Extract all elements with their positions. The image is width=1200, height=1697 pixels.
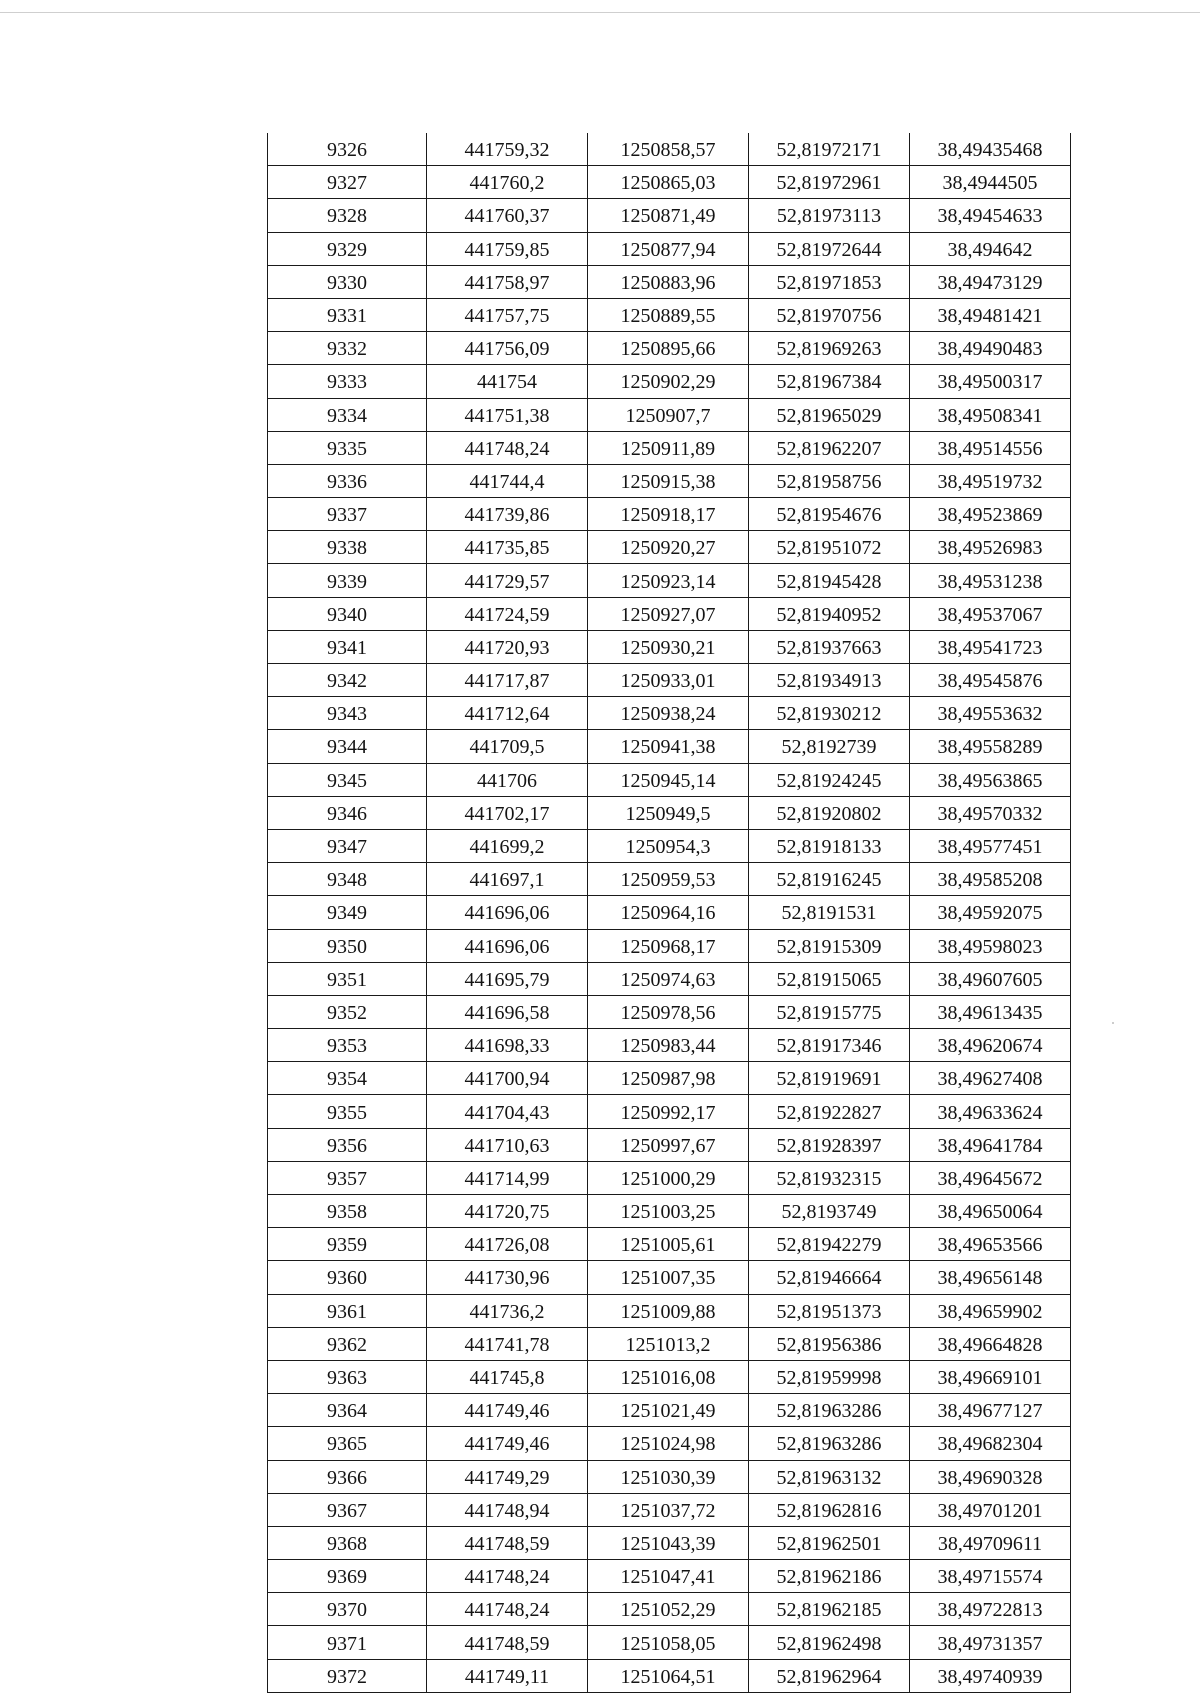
table-row [268, 1029, 1071, 1062]
table-row [268, 630, 1071, 663]
table-row [268, 1526, 1071, 1559]
table-row [268, 1128, 1071, 1161]
y-coordinate-cell: 1250911,89 [588, 431, 749, 464]
y-coordinate-cell: 1250945,14 [588, 763, 749, 796]
latitude-cell: 52,81920802 [749, 796, 910, 829]
x-coordinate-cell: 441724,59 [427, 597, 588, 630]
latitude-cell: 52,81969263 [749, 332, 910, 365]
point-number-cell: 9341 [268, 630, 427, 663]
latitude-cell: 52,81922827 [749, 1095, 910, 1128]
longitude-cell: 38,49481421 [910, 298, 1071, 331]
longitude-cell: 38,49454633 [910, 199, 1071, 232]
latitude-cell: 52,81917346 [749, 1029, 910, 1062]
point-number-cell: 9326 [268, 133, 427, 166]
point-number-cell: 9369 [268, 1560, 427, 1593]
x-coordinate-cell: 441748,59 [427, 1626, 588, 1659]
latitude-cell: 52,81958756 [749, 464, 910, 497]
x-coordinate-cell: 441735,85 [427, 531, 588, 564]
y-coordinate-cell: 1250927,07 [588, 597, 749, 630]
latitude-cell: 52,81971853 [749, 265, 910, 298]
table-row [268, 166, 1071, 199]
table-row [268, 1095, 1071, 1128]
y-coordinate-cell: 1250895,66 [588, 332, 749, 365]
point-number-cell: 9343 [268, 697, 427, 730]
x-coordinate-cell: 441730,96 [427, 1261, 588, 1294]
x-coordinate-cell: 441714,99 [427, 1161, 588, 1194]
table-row [268, 464, 1071, 497]
point-number-cell: 9329 [268, 232, 427, 265]
table-row [268, 298, 1071, 331]
table-row [268, 133, 1071, 166]
y-coordinate-cell: 1250968,17 [588, 929, 749, 962]
point-number-cell: 9357 [268, 1161, 427, 1194]
longitude-cell: 38,49598023 [910, 929, 1071, 962]
longitude-cell: 38,494642 [910, 232, 1071, 265]
y-coordinate-cell: 1250941,38 [588, 730, 749, 763]
longitude-cell: 38,49490483 [910, 332, 1071, 365]
table-row [268, 730, 1071, 763]
longitude-cell: 38,49653566 [910, 1228, 1071, 1261]
latitude-cell: 52,81945428 [749, 564, 910, 597]
latitude-cell: 52,81956386 [749, 1327, 910, 1360]
point-number-cell: 9356 [268, 1128, 427, 1161]
y-coordinate-cell: 1251005,61 [588, 1228, 749, 1261]
table-row [268, 1460, 1071, 1493]
point-number-cell: 9364 [268, 1394, 427, 1427]
point-number-cell: 9342 [268, 664, 427, 697]
longitude-cell: 38,49570332 [910, 796, 1071, 829]
longitude-cell: 38,49659902 [910, 1294, 1071, 1327]
point-number-cell: 9371 [268, 1626, 427, 1659]
point-number-cell: 9363 [268, 1360, 427, 1393]
y-coordinate-cell: 1250983,44 [588, 1029, 749, 1062]
latitude-cell: 52,81916245 [749, 863, 910, 896]
table-row [268, 398, 1071, 431]
longitude-cell: 38,49523869 [910, 498, 1071, 531]
latitude-cell: 52,81959998 [749, 1360, 910, 1393]
x-coordinate-cell: 441756,09 [427, 332, 588, 365]
x-coordinate-cell: 441704,43 [427, 1095, 588, 1128]
y-coordinate-cell: 1250907,7 [588, 398, 749, 431]
latitude-cell: 52,81930212 [749, 697, 910, 730]
table-row [268, 365, 1071, 398]
y-coordinate-cell: 1250865,03 [588, 166, 749, 199]
latitude-cell: 52,81951373 [749, 1294, 910, 1327]
latitude-cell: 52,81967384 [749, 365, 910, 398]
latitude-cell: 52,81973113 [749, 199, 910, 232]
longitude-cell: 38,49577451 [910, 829, 1071, 862]
latitude-cell: 52,81951072 [749, 531, 910, 564]
latitude-cell: 52,81937663 [749, 630, 910, 663]
longitude-cell: 38,49664828 [910, 1327, 1071, 1360]
y-coordinate-cell: 1250923,14 [588, 564, 749, 597]
x-coordinate-cell: 441720,75 [427, 1195, 588, 1228]
table-row [268, 564, 1071, 597]
latitude-cell: 52,81919691 [749, 1062, 910, 1095]
coordinates-table-body [268, 133, 1071, 1692]
longitude-cell: 38,4944505 [910, 166, 1071, 199]
latitude-cell: 52,81972171 [749, 133, 910, 166]
longitude-cell: 38,49435468 [910, 133, 1071, 166]
point-number-cell: 9365 [268, 1427, 427, 1460]
longitude-cell: 38,49585208 [910, 863, 1071, 896]
longitude-cell: 38,49722813 [910, 1593, 1071, 1626]
y-coordinate-cell: 1251003,25 [588, 1195, 749, 1228]
x-coordinate-cell: 441749,29 [427, 1460, 588, 1493]
x-coordinate-cell: 441739,86 [427, 498, 588, 531]
x-coordinate-cell: 441749,46 [427, 1427, 588, 1460]
y-coordinate-cell: 1251009,88 [588, 1294, 749, 1327]
point-number-cell: 9349 [268, 896, 427, 929]
x-coordinate-cell: 441754 [427, 365, 588, 398]
latitude-cell: 52,81924245 [749, 763, 910, 796]
point-number-cell: 9353 [268, 1029, 427, 1062]
longitude-cell: 38,49633624 [910, 1095, 1071, 1128]
longitude-cell: 38,49592075 [910, 896, 1071, 929]
scan-edge-line [0, 12, 1200, 13]
x-coordinate-cell: 441696,06 [427, 929, 588, 962]
table-row [268, 332, 1071, 365]
latitude-cell: 52,81962207 [749, 431, 910, 464]
y-coordinate-cell: 1251030,39 [588, 1460, 749, 1493]
longitude-cell: 38,49656148 [910, 1261, 1071, 1294]
table-row [268, 1560, 1071, 1593]
y-coordinate-cell: 1250974,63 [588, 962, 749, 995]
point-number-cell: 9354 [268, 1062, 427, 1095]
longitude-cell: 38,49627408 [910, 1062, 1071, 1095]
y-coordinate-cell: 1250938,24 [588, 697, 749, 730]
x-coordinate-cell: 441748,94 [427, 1493, 588, 1526]
point-number-cell: 9332 [268, 332, 427, 365]
latitude-cell: 52,81962186 [749, 1560, 910, 1593]
point-number-cell: 9368 [268, 1526, 427, 1559]
table-row [268, 1626, 1071, 1659]
point-number-cell: 9344 [268, 730, 427, 763]
longitude-cell: 38,49531238 [910, 564, 1071, 597]
x-coordinate-cell: 441712,64 [427, 697, 588, 730]
table-row [268, 1394, 1071, 1427]
latitude-cell: 52,81962501 [749, 1526, 910, 1559]
x-coordinate-cell: 441749,46 [427, 1394, 588, 1427]
latitude-cell: 52,81965029 [749, 398, 910, 431]
point-number-cell: 9339 [268, 564, 427, 597]
x-coordinate-cell: 441729,57 [427, 564, 588, 597]
x-coordinate-cell: 441726,08 [427, 1228, 588, 1261]
point-number-cell: 9346 [268, 796, 427, 829]
y-coordinate-cell: 1250978,56 [588, 995, 749, 1028]
table-row [268, 199, 1071, 232]
longitude-cell: 38,49537067 [910, 597, 1071, 630]
table-row [268, 1427, 1071, 1460]
point-number-cell: 9327 [268, 166, 427, 199]
y-coordinate-cell: 1251052,29 [588, 1593, 749, 1626]
y-coordinate-cell: 1251016,08 [588, 1360, 749, 1393]
table-row [268, 1228, 1071, 1261]
x-coordinate-cell: 441759,32 [427, 133, 588, 166]
latitude-cell: 52,81915065 [749, 962, 910, 995]
point-number-cell: 9336 [268, 464, 427, 497]
longitude-cell: 38,49641784 [910, 1128, 1071, 1161]
y-coordinate-cell: 1251064,51 [588, 1659, 749, 1692]
longitude-cell: 38,49740939 [910, 1659, 1071, 1692]
longitude-cell: 38,49690328 [910, 1460, 1071, 1493]
table-row [268, 962, 1071, 995]
point-number-cell: 9350 [268, 929, 427, 962]
table-row [268, 265, 1071, 298]
y-coordinate-cell: 1250915,38 [588, 464, 749, 497]
table-row [268, 1062, 1071, 1095]
y-coordinate-cell: 1250920,27 [588, 531, 749, 564]
latitude-cell: 52,81915309 [749, 929, 910, 962]
point-number-cell: 9331 [268, 298, 427, 331]
longitude-cell: 38,49500317 [910, 365, 1071, 398]
y-coordinate-cell: 1250930,21 [588, 630, 749, 663]
x-coordinate-cell: 441697,1 [427, 863, 588, 896]
point-number-cell: 9366 [268, 1460, 427, 1493]
x-coordinate-cell: 441706 [427, 763, 588, 796]
table-row [268, 1593, 1071, 1626]
latitude-cell: 52,81942279 [749, 1228, 910, 1261]
y-coordinate-cell: 1250949,5 [588, 796, 749, 829]
table-row [268, 995, 1071, 1028]
table-row [268, 1161, 1071, 1194]
point-number-cell: 9338 [268, 531, 427, 564]
y-coordinate-cell: 1251058,05 [588, 1626, 749, 1659]
longitude-cell: 38,49620674 [910, 1029, 1071, 1062]
longitude-cell: 38,49473129 [910, 265, 1071, 298]
point-number-cell: 9352 [268, 995, 427, 1028]
y-coordinate-cell: 1250992,17 [588, 1095, 749, 1128]
longitude-cell: 38,49526983 [910, 531, 1071, 564]
latitude-cell: 52,81934913 [749, 664, 910, 697]
latitude-cell: 52,81946664 [749, 1261, 910, 1294]
x-coordinate-cell: 441748,24 [427, 1593, 588, 1626]
y-coordinate-cell: 1250883,96 [588, 265, 749, 298]
longitude-cell: 38,49553632 [910, 697, 1071, 730]
x-coordinate-cell: 441749,11 [427, 1659, 588, 1692]
table-row [268, 763, 1071, 796]
longitude-cell: 38,49715574 [910, 1560, 1071, 1593]
longitude-cell: 38,49514556 [910, 431, 1071, 464]
latitude-cell: 52,81962816 [749, 1493, 910, 1526]
longitude-cell: 38,49508341 [910, 398, 1071, 431]
table-row [268, 1261, 1071, 1294]
x-coordinate-cell: 441709,5 [427, 730, 588, 763]
x-coordinate-cell: 441699,2 [427, 829, 588, 862]
y-coordinate-cell: 1250889,55 [588, 298, 749, 331]
longitude-cell: 38,49607605 [910, 962, 1071, 995]
table-row [268, 1659, 1071, 1692]
y-coordinate-cell: 1251007,35 [588, 1261, 749, 1294]
point-number-cell: 9334 [268, 398, 427, 431]
latitude-cell: 52,81962964 [749, 1659, 910, 1692]
table-row [268, 1327, 1071, 1360]
longitude-cell: 38,49645672 [910, 1161, 1071, 1194]
table-row [268, 498, 1071, 531]
y-coordinate-cell: 1251024,98 [588, 1427, 749, 1460]
y-coordinate-cell: 1251000,29 [588, 1161, 749, 1194]
x-coordinate-cell: 441760,2 [427, 166, 588, 199]
latitude-cell: 52,81972644 [749, 232, 910, 265]
latitude-cell: 52,81970756 [749, 298, 910, 331]
x-coordinate-cell: 441745,8 [427, 1360, 588, 1393]
point-number-cell: 9340 [268, 597, 427, 630]
table-row [268, 1360, 1071, 1393]
point-number-cell: 9358 [268, 1195, 427, 1228]
longitude-cell: 38,49701201 [910, 1493, 1071, 1526]
table-row [268, 697, 1071, 730]
y-coordinate-cell: 1250877,94 [588, 232, 749, 265]
latitude-cell: 52,81963286 [749, 1427, 910, 1460]
x-coordinate-cell: 441741,78 [427, 1327, 588, 1360]
latitude-cell: 52,81962498 [749, 1626, 910, 1659]
table-row [268, 597, 1071, 630]
x-coordinate-cell: 441751,38 [427, 398, 588, 431]
point-number-cell: 9345 [268, 763, 427, 796]
longitude-cell: 38,49731357 [910, 1626, 1071, 1659]
longitude-cell: 38,49519732 [910, 464, 1071, 497]
x-coordinate-cell: 441748,24 [427, 431, 588, 464]
latitude-cell: 52,81962185 [749, 1593, 910, 1626]
table-row [268, 929, 1071, 962]
x-coordinate-cell: 441758,97 [427, 265, 588, 298]
point-number-cell: 9372 [268, 1659, 427, 1692]
longitude-cell: 38,49545876 [910, 664, 1071, 697]
y-coordinate-cell: 1251043,39 [588, 1526, 749, 1559]
longitude-cell: 38,49541723 [910, 630, 1071, 663]
latitude-cell: 52,81918133 [749, 829, 910, 862]
point-number-cell: 9360 [268, 1261, 427, 1294]
latitude-cell: 52,81963132 [749, 1460, 910, 1493]
y-coordinate-cell: 1251037,72 [588, 1493, 749, 1526]
point-number-cell: 9370 [268, 1593, 427, 1626]
x-coordinate-cell: 441757,75 [427, 298, 588, 331]
scan-speck [1112, 1022, 1114, 1024]
point-number-cell: 9362 [268, 1327, 427, 1360]
point-number-cell: 9359 [268, 1228, 427, 1261]
point-number-cell: 9330 [268, 265, 427, 298]
y-coordinate-cell: 1250959,53 [588, 863, 749, 896]
point-number-cell: 9355 [268, 1095, 427, 1128]
point-number-cell: 9367 [268, 1493, 427, 1526]
table-row [268, 531, 1071, 564]
point-number-cell: 9328 [268, 199, 427, 232]
table-row [268, 232, 1071, 265]
longitude-cell: 38,49613435 [910, 995, 1071, 1028]
point-number-cell: 9337 [268, 498, 427, 531]
point-number-cell: 9361 [268, 1294, 427, 1327]
point-number-cell: 9347 [268, 829, 427, 862]
y-coordinate-cell: 1250987,98 [588, 1062, 749, 1095]
x-coordinate-cell: 441748,59 [427, 1526, 588, 1559]
x-coordinate-cell: 441736,2 [427, 1294, 588, 1327]
table-row [268, 863, 1071, 896]
x-coordinate-cell: 441695,79 [427, 962, 588, 995]
x-coordinate-cell: 441696,06 [427, 896, 588, 929]
y-coordinate-cell: 1251013,2 [588, 1327, 749, 1360]
latitude-cell: 52,8193749 [749, 1195, 910, 1228]
table-row [268, 796, 1071, 829]
table-row [268, 1294, 1071, 1327]
y-coordinate-cell: 1251047,41 [588, 1560, 749, 1593]
y-coordinate-cell: 1250871,49 [588, 199, 749, 232]
longitude-cell: 38,49563865 [910, 763, 1071, 796]
point-number-cell: 9335 [268, 431, 427, 464]
y-coordinate-cell: 1250858,57 [588, 133, 749, 166]
longitude-cell: 38,49682304 [910, 1427, 1071, 1460]
point-number-cell: 9333 [268, 365, 427, 398]
table-row [268, 1195, 1071, 1228]
y-coordinate-cell: 1250964,16 [588, 896, 749, 929]
table-row [268, 829, 1071, 862]
coordinates-table [267, 133, 1071, 1693]
table-row [268, 431, 1071, 464]
x-coordinate-cell: 441760,37 [427, 199, 588, 232]
latitude-cell: 52,81954676 [749, 498, 910, 531]
x-coordinate-cell: 441759,85 [427, 232, 588, 265]
y-coordinate-cell: 1251021,49 [588, 1394, 749, 1427]
point-number-cell: 9348 [268, 863, 427, 896]
x-coordinate-cell: 441720,93 [427, 630, 588, 663]
table-row [268, 1493, 1071, 1526]
latitude-cell: 52,81963286 [749, 1394, 910, 1427]
table-row [268, 664, 1071, 697]
longitude-cell: 38,49677127 [910, 1394, 1071, 1427]
y-coordinate-cell: 1250918,17 [588, 498, 749, 531]
longitude-cell: 38,49669101 [910, 1360, 1071, 1393]
y-coordinate-cell: 1250902,29 [588, 365, 749, 398]
y-coordinate-cell: 1250997,67 [588, 1128, 749, 1161]
x-coordinate-cell: 441696,58 [427, 995, 588, 1028]
x-coordinate-cell: 441702,17 [427, 796, 588, 829]
longitude-cell: 38,49558289 [910, 730, 1071, 763]
latitude-cell: 52,81940952 [749, 597, 910, 630]
longitude-cell: 38,49709611 [910, 1526, 1071, 1559]
y-coordinate-cell: 1250933,01 [588, 664, 749, 697]
x-coordinate-cell: 441717,87 [427, 664, 588, 697]
x-coordinate-cell: 441710,63 [427, 1128, 588, 1161]
x-coordinate-cell: 441698,33 [427, 1029, 588, 1062]
latitude-cell: 52,8192739 [749, 730, 910, 763]
table-row [268, 896, 1071, 929]
y-coordinate-cell: 1250954,3 [588, 829, 749, 862]
latitude-cell: 52,81972961 [749, 166, 910, 199]
latitude-cell: 52,81928397 [749, 1128, 910, 1161]
x-coordinate-cell: 441700,94 [427, 1062, 588, 1095]
latitude-cell: 52,81932315 [749, 1161, 910, 1194]
x-coordinate-cell: 441748,24 [427, 1560, 588, 1593]
latitude-cell: 52,81915775 [749, 995, 910, 1028]
x-coordinate-cell: 441744,4 [427, 464, 588, 497]
latitude-cell: 52,8191531 [749, 896, 910, 929]
point-number-cell: 9351 [268, 962, 427, 995]
longitude-cell: 38,49650064 [910, 1195, 1071, 1228]
